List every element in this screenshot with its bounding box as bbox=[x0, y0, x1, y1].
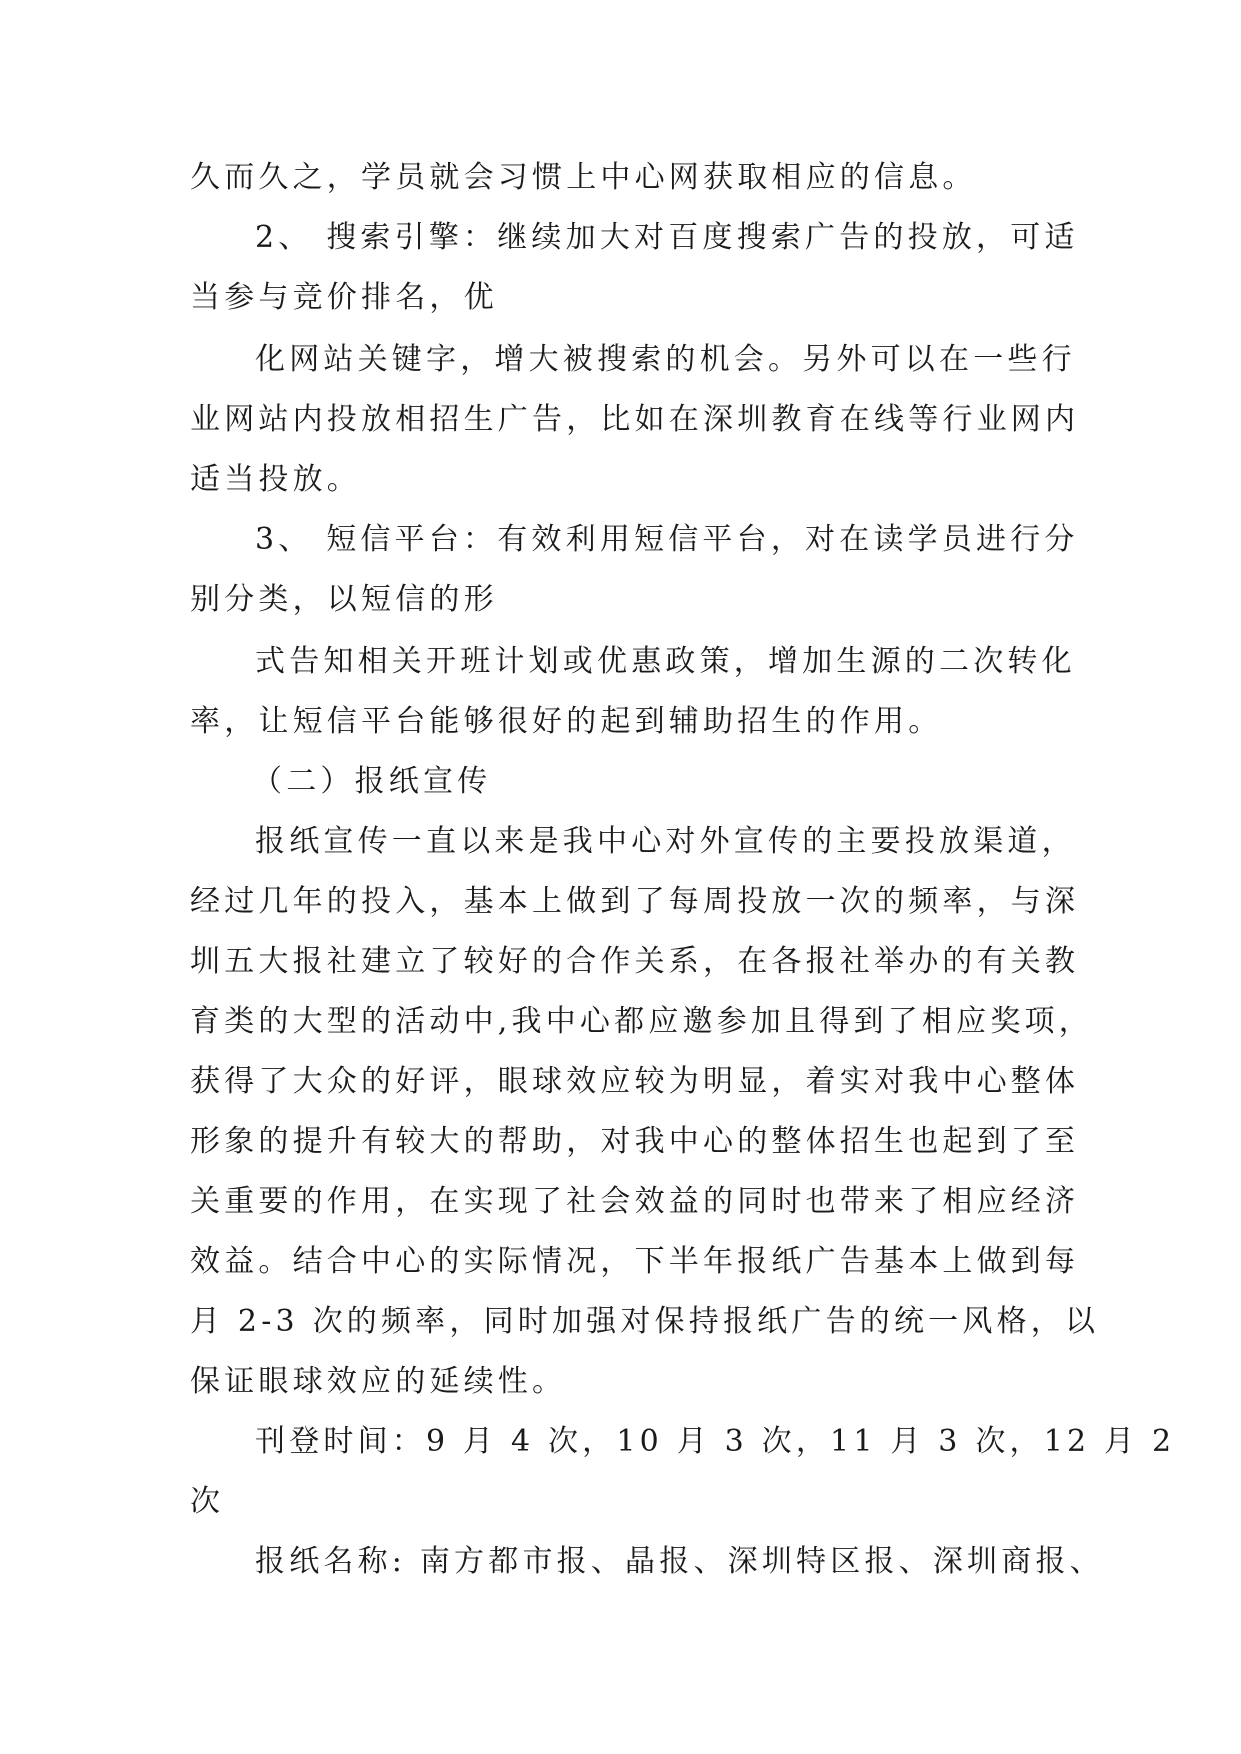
paragraph-line: 当参与竞价排名，优 bbox=[190, 280, 498, 315]
paragraph-line: 率，让短信平台能够很好的起到辅助招生的作用。 bbox=[190, 704, 943, 739]
paragraph-line: 次 bbox=[190, 1484, 225, 1519]
paragraph-line: 报纸名称: 南方都市报、晶报、深圳特区报、深圳商报、 bbox=[255, 1544, 1104, 1579]
paragraph-line: 月 2-3 次的频率，同时加强对保持报纸广告的统一风格，以 bbox=[190, 1304, 1100, 1339]
paragraph-line: 圳五大报社建立了较好的合作关系，在各报社举办的有关教 bbox=[190, 944, 1080, 979]
paragraph-line: 化网站关键字，增大被搜索的机会。另外可以在一些行 bbox=[255, 342, 1076, 377]
paragraph-line: 刊登时间：9 月 4 次，10 月 3 次，11 月 3 次，12 月 2 bbox=[255, 1424, 1176, 1459]
paragraph-line: 式告知相关开班计划或优惠政策，增加生源的二次转化 bbox=[255, 644, 1076, 679]
paragraph-line: 业网站内投放相招生广告，比如在深圳教育在线等行业网内 bbox=[190, 402, 1080, 437]
paragraph-line: 育类的大型的活动中,我中心都应邀参加且得到了相应奖项， bbox=[190, 1004, 1093, 1039]
list-item-heading: 3、 短信平台：有效利用短信平台，对在读学员进行分 bbox=[255, 522, 1079, 557]
paragraph-line: 获得了大众的好评，眼球效应较为明显，着实对我中心整体 bbox=[190, 1064, 1080, 1099]
paragraph-line: 关重要的作用，在实现了社会效益的同时也带来了相应经济 bbox=[190, 1184, 1080, 1219]
section-heading: （二）报纸宣传 bbox=[252, 764, 492, 799]
paragraph-line: 久而久之，学员就会习惯上中心网获取相应的信息。 bbox=[190, 160, 977, 195]
paragraph-line: 报纸宣传一直以来是我中心对外宣传的主要投放渠道， bbox=[255, 824, 1076, 859]
list-item-heading: 2、 搜索引擎：继续加大对百度搜索广告的投放，可适 bbox=[255, 220, 1079, 255]
paragraph-line: 形象的提升有较大的帮助，对我中心的整体招生也起到了至 bbox=[190, 1124, 1080, 1159]
paragraph-line: 保证眼球效应的延续性。 bbox=[190, 1364, 567, 1399]
paragraph-line: 别分类，以短信的形 bbox=[190, 582, 498, 617]
paragraph-line: 适当投放。 bbox=[190, 462, 361, 497]
paragraph-line: 经过几年的投入，基本上做到了每周投放一次的频率，与深 bbox=[190, 884, 1080, 919]
paragraph-line: 效益。结合中心的实际情况，下半年报纸广告基本上做到每 bbox=[190, 1244, 1080, 1279]
